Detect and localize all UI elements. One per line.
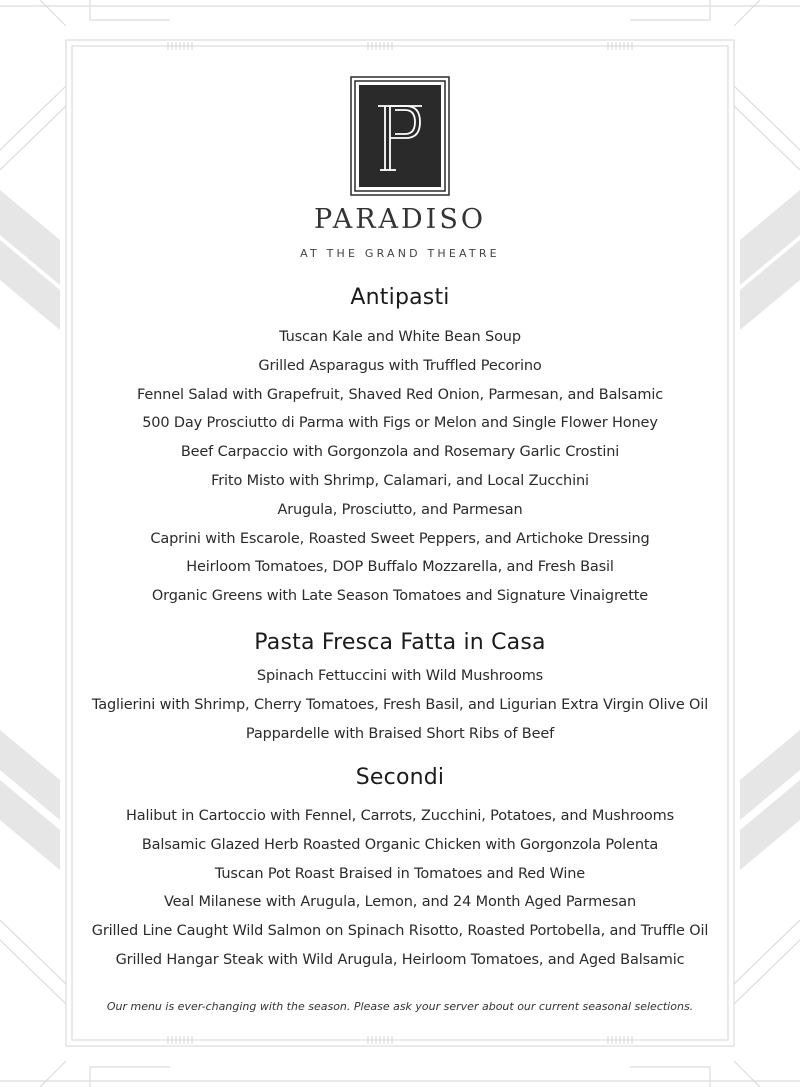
menu-item: Veal Milanese with Arugula, Lemon, and 24 Month Aged Parmesan: [163, 894, 637, 911]
pasta-list: [30, 662, 770, 748]
menu-item: Grilled Line Caught Wild Salmon on Spinach Risotto, Roasted Portobella, and Truffle Oil: [91, 923, 709, 940]
section-title-pasta: Pasta Fresca Fatta in Casa: [254, 630, 546, 655]
menu-item: Heirloom Tomatoes, DOP Buffalo Mozzarella, and Fresh Basil: [186, 559, 614, 576]
menu-item: Halibut in Cartoccio with Fennel, Carrots, Zucchini, Potatoes, and Mushrooms: [125, 808, 675, 824]
menu-item: Balsamic Glazed Herb Roasted Organic Chicken with Gorgonzola Polenta: [141, 836, 659, 853]
menu-item: Taglierini with Shrimp, Cherry Tomatoes, Fresh Basil, and Ligurian Extra Virgin Olive Oil: [91, 696, 709, 713]
menu-item: Frito Misto with Shrimp, Calamari, and Local Zucchini: [211, 472, 589, 489]
restaurant-subtitle: AT THE GRAND THEATRE: [300, 247, 500, 260]
paradiso-logo: [350, 76, 450, 196]
menu-item: Organic Greens with Late Season Tomatoes and Signature Vinaigrette: [151, 588, 649, 605]
menu-item: Fennel Salad with Grapefruit, Shaved Red Onion, Parmesan, and Balsamic: [136, 386, 664, 403]
seasonal-footnote: Our menu is ever-changing with the season. Please ask your server about our current seasonal selections.: [106, 1000, 694, 1013]
menu-item: Grilled Hangar Steak with Wild Arugula, Heirloom Tomatoes, and Aged Balsamic: [115, 951, 685, 968]
secondi-list: [30, 802, 770, 975]
menu-item: Spinach Fettuccini with Wild Mushrooms: [256, 668, 544, 684]
menu-item: Grilled Asparagus with Truffled Pecorino: [258, 357, 542, 374]
menu-item: Caprini with Escarole, Roasted Sweet Peppers, and Artichoke Dressing: [150, 530, 650, 547]
antipasti-list: [30, 323, 770, 611]
menu-item: 500 Day Prosciutto di Parma with Figs or Melon and Single Flower Honey: [142, 415, 658, 432]
menu-content: [70, 40, 730, 1040]
section-title-secondi: Secondi: [355, 765, 445, 790]
menu-item: Tuscan Pot Roast Braised in Tomatoes and Red Wine: [214, 865, 586, 882]
menu-item: Beef Carpaccio with Gorgonzola and Rosemary Garlic Crostini: [180, 444, 620, 461]
menu-item: Arugula, Prosciutto, and Parmesan: [277, 501, 523, 518]
section-title-antipasti: Antipasti: [350, 285, 450, 310]
restaurant-name: PARADISO: [314, 204, 486, 235]
menu-item: Tuscan Kale and White Bean Soup: [279, 329, 521, 345]
menu-item: Pappardelle with Braised Short Ribs of Beef: [245, 725, 555, 742]
